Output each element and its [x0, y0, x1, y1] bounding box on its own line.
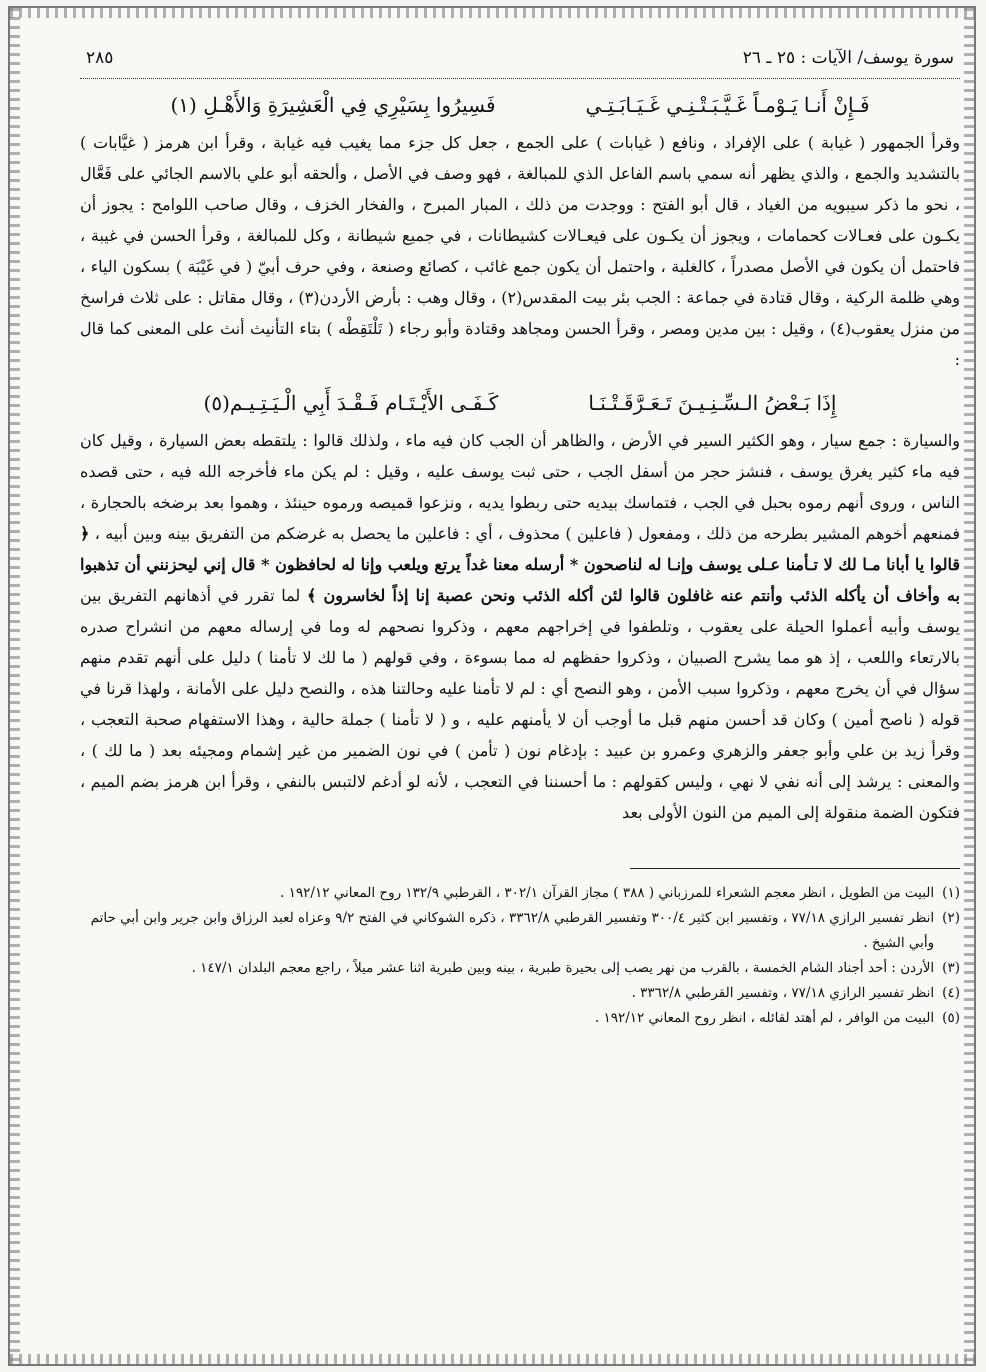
- verse-2-second-hemistich: كَـفَـى الأَيْـتَـام فَـقْـدَ أَبِي الْـيَـتِـيـم(٥): [203, 391, 499, 415]
- footnote-number: (٤): [942, 985, 960, 1001]
- footnote-separator: [630, 868, 960, 869]
- footnote-text: البيت من الطويل ، انظر معجم الشعراء للمرزباني ( ٣٨٨ ) مجاز القرآن ٣٠٢/١ ، القرطبي ١٣٢/٩ روح المعاني ١٩٢/١٢ .: [280, 885, 935, 901]
- body-paragraph-2: [80, 425, 960, 828]
- left-ornament-border: [10, 8, 20, 1364]
- footnote-number: (٥): [942, 1010, 960, 1026]
- footnote-text: البيت من الوافر ، لم أهتد لقائله ، انظر روح المعاني ١٩٢/١٢ .: [594, 1010, 935, 1026]
- body-paragraph-1: [80, 127, 960, 375]
- paragraph-1-text: وقرأ الجمهور ( غيابة ) على الإفراد ، ونافع ( غيابات ) على الجمع ، جعل كل جزء مما يغيب فيه غيابة ، وقرأ ابن هرمز ( غيَّابات ) بالتشديد والجمع ، والذي يظهر أنه سمي باسم الفاعل الذي للمبالغة ، فهو وصف في الأصل ، وألحقه أبو علي بالاسم الجائي على فَعَّال ، نحو ما ذكر سيبويه من الغياد ، قال أبو الفتح : ووجدت من ذلك ، المبار المبرح ، والفخار الخزف ، وقال صاحب اللوامح : يجوز أن يكـون على فعـالات كحمامات ، ويجوز أن يكـون على فيعـالات كشيطانات ، في جميع شيطانة ، وكل للمبالغة ، وقرأ الحسن في غيبة ، فاحتمل أن يكون في الأصل مصدراً ، كالغلبة ، واحتمل أن يكون جمع غائب ، كصائع وصنعة ، وفي حرف أبيّ ( في غَيْبَة ) بسكون الياء ، وهي ظلمة الركية ، وقال قتادة في جماعة : الجب بئر بيت المقدس(٢) ، وقال وهب : بأرض الأردن(٣) ، وقال مقاتل : على ثلاث فراسخ من منزل يعقوب(٤) ، وقيل : بين مدين ومصر ، وقرأ الحسن ومجاهد وقتادة وأبو رجاء ( تَلْتَقِطْه ) بتاء التأنيث أنث على المعنى كما قال :: [80, 133, 961, 369]
- footnotes-list: [80, 881, 960, 1031]
- quran-quote: ﴿ قالوا يا أبانا مـا لك لا تـأمنا عـلى يوسف وإنـا له لناصحون * أرسله معنا غداً يرتع ويلعب وإنا له لحافظون * قال إني ليحزنني أن تذهبوا به وأخاف أن يأكله الذئب وأنتم عنه غافلون قالوا لئن أكله الذئب ونحن عصبة إنا إذاً لخاسرون ﴾: [80, 524, 960, 605]
- footnote-number: (٢): [942, 910, 960, 926]
- top-ornament-border: [10, 8, 974, 18]
- poetry-verse-1: [80, 93, 960, 117]
- verse-2-first-hemistich: إِذَا بَـعْضُ الـسِّـنِـيـنَ تَـعَـرَّقَـتْـنَـا: [588, 391, 837, 415]
- surah-title: سورة يوسف/ الآيات : ٢٥ ـ ٢٦: [742, 48, 954, 68]
- footnote-item: [80, 881, 960, 906]
- verse-1-second-hemistich: فَسِيرُوا بِسَيْرِي فِي الْعَشِيرَةِ وَالأَهْـلِ (١): [170, 93, 496, 117]
- paragraph-2-commentary: لما تقرر في أذهانهم التفريق بين يوسف وأبيه أعملوا الحيلة على يعقوب ، وتلطفوا في إخراجهم معهم ، وذكروا نصحهم له وما في إرساله معهم من انشراح صدره بالارتعاء واللعب ، إذ هو مما يشرح الصبيان ، وذكروا حفظهم له مما بسوءة ، وفي قولهم ( ما لك لا تأمنا ) دليل على أنهم تقدم منهم سؤال في أن يخرج معهم ، وذكروا سبب الأمن ، وهو النصح أي : لم لا تأمنا عليه وحالتنا هذه ، والنصح دليل على الأمانة ، ولهذا قرنا في قوله ( ناصح أمين ) وكان قد أحسن منهم قبل ما أوجب أن لا يأمنهم عليه ، و ( لا تأمنا ) جملة حالية ، وهذا الاستفهام صحبة التعجب ، وقرأ زيد بن علي وأبو جعفر والزهري وعمرو بن عبيد : بإدغام نون ( تأمن ) في نون الضمير من غير إشمام ومجيئه بعد ( ما لك ) ، والمعنى : يرشد إلى أنه نفي لا نهي ، وليس كقولهم : ما أحسننا في التعجب ، لأنه لو أدغم لالتبس بالنفي ، وقرأ ابن هرمز بضم الميم ، فتكون الضمة منقولة إلى الميم من النون الأولى بعد: [80, 586, 961, 822]
- footnote-number: (١): [942, 885, 960, 901]
- paragraph-2-text: [80, 425, 960, 828]
- footnote-item: [80, 981, 960, 1006]
- footnote-item: [80, 956, 960, 981]
- footnote-text: الأردن : أحد أجناد الشام الخمسة ، بالقرب من نهر يصب إلى بحيرة طبرية ، بينه وبين طبرية اثنا عشر ميلاً ، راجع معجم البلدان ١٤٧/١ .: [191, 960, 935, 976]
- right-ornament-border: [964, 8, 974, 1364]
- footnote-text: انظر تفسير الرازي ٧٧/١٨ ، وتفسير القرطبي ٣٣٦٢/٨ .: [631, 985, 935, 1001]
- bottom-ornament-border: [10, 1354, 974, 1364]
- verse-1-first-hemistich: فَـإِنْ أَنـا يَـوْمـاً غَـيَّـبَـتْـنِـي غَـيَـابَـتِـي: [585, 93, 870, 117]
- footnote-text: انظر تفسير الرازي ٧٧/١٨ ، وتفسير ابن كثير ٣٠٠/٤ وتفسير القرطبي ٣٣٦٢/٨ ، ذكره الشوكاني في الفتح ٩/٢ وعزاه لعبد الرزاق وابن جرير وابن أبي حاتم وأبي الشيخ .: [90, 910, 935, 951]
- paragraph-2-intro: والسيارة : جمع سيار ، وهو الكثير السير في الأرض ، والظاهر أن الجب كان فيه ماء ، ولذلك قالوا : يلتقطه بعض السيارة ، وقيل كان فيه ماء كثير يغرق يوسف ، فنشز حجر من أسفل الجب ، حتى ثبت يوسف عليه ، وقيل : لم يكن ماء فأخرجه الله فيه ، حتى قصده الناس ، وروى أنهم رموه بحبل في الجب ، فتماسك بيديه حتى ربطوا يديه ، ونزعوا قميصه ورموه حينئذ ، وهموا بعد برضخه بالحجارة ، فمنعهم أخوهم المشير بطرحه من ذلك ، ومفعول ( فاعلين ) محذوف ، أي : فاعلين ما يحصل به غرضكم من التفريق بينه وبين أبيه ،: [80, 431, 961, 543]
- running-header: [80, 48, 960, 79]
- page-content: [80, 48, 960, 1348]
- footnote-item: [80, 906, 960, 956]
- footnote-rule-wrap: [80, 828, 960, 881]
- poetry-verse-2: [80, 391, 960, 415]
- page-number: ٢٨٥: [86, 48, 114, 68]
- footnote-number: (٣): [942, 960, 960, 976]
- footnote-item: [80, 1006, 960, 1031]
